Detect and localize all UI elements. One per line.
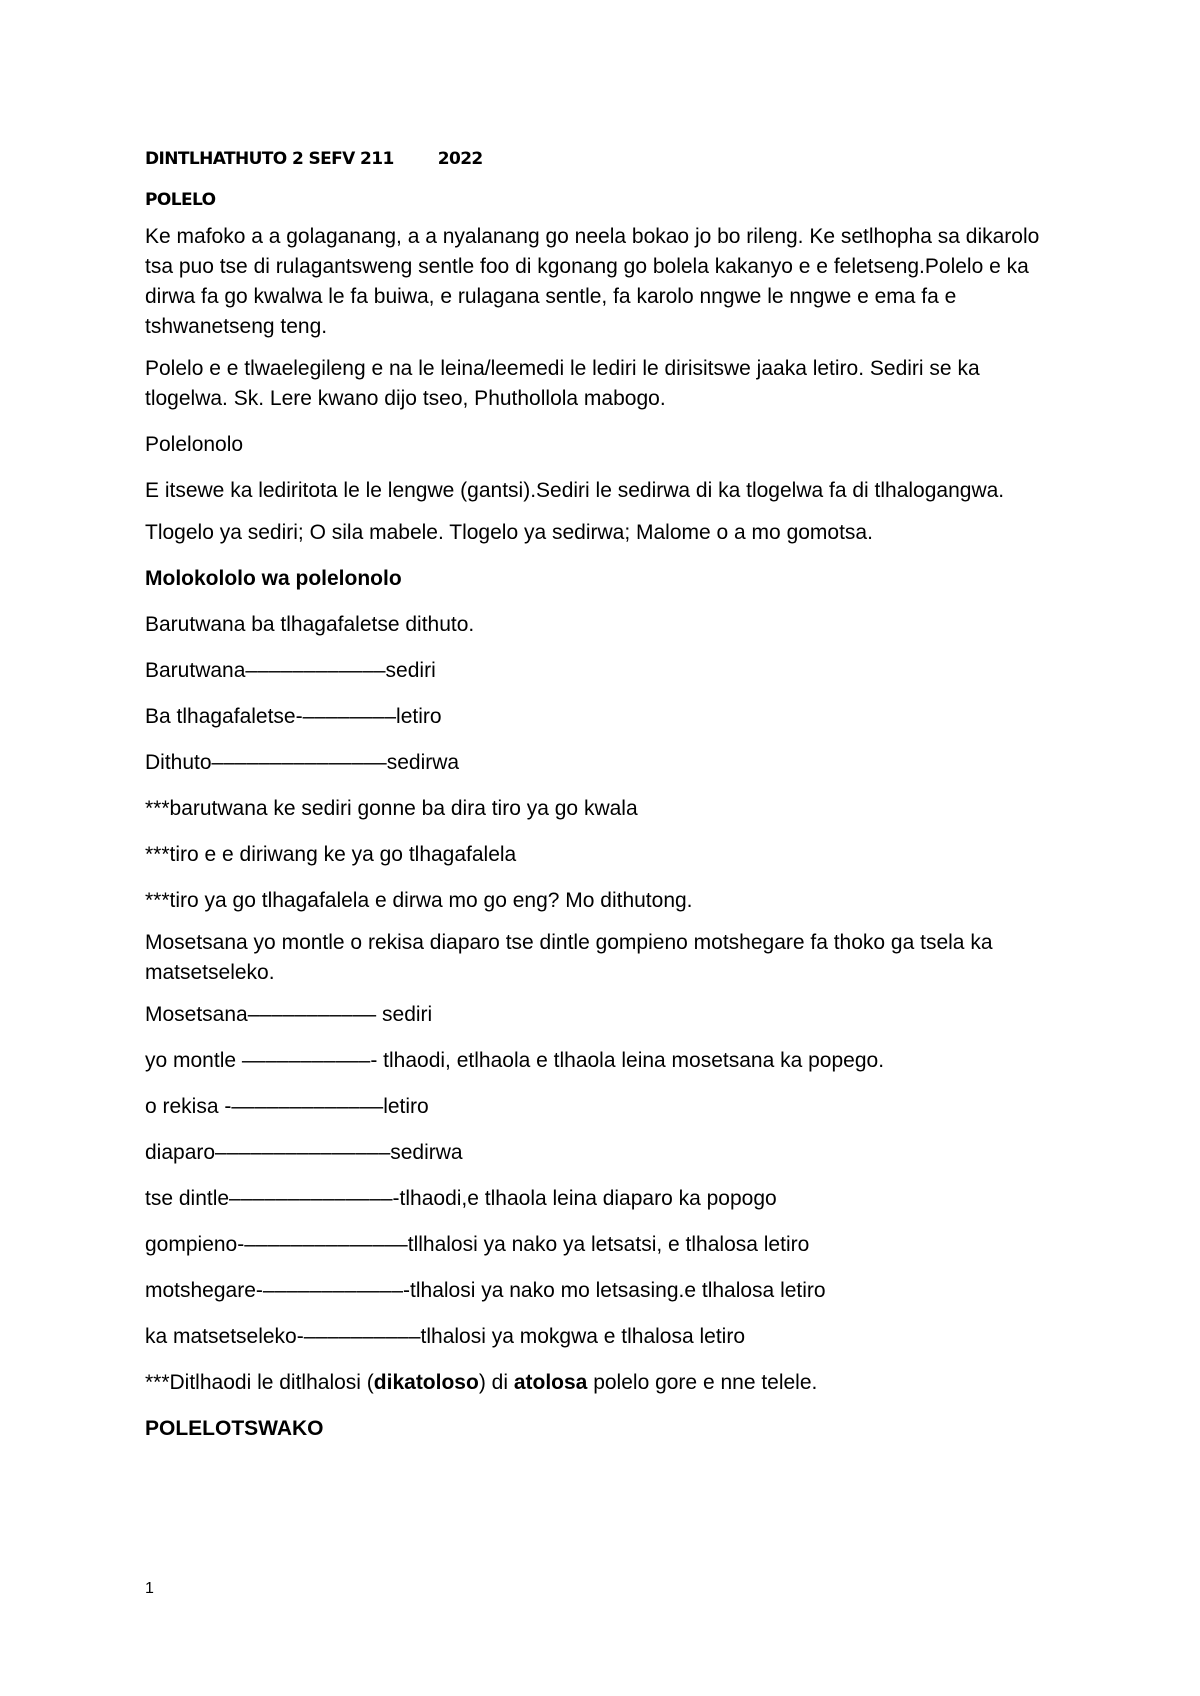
- subheading-molokololo: Molokololo wa polelonolo: [145, 567, 402, 590]
- page-number: 1: [145, 1580, 154, 1597]
- analysis-line: o rekisa -–––––––––––––letiro: [145, 1095, 429, 1118]
- analysis-line: Dithuto–––––––––––––––sedirwa: [145, 751, 460, 774]
- document-title: DINTLHATHUTO 2 SEFV 211: [145, 149, 394, 169]
- document-body: [145, 146, 1065, 1444]
- analysis-line: yo montle –––––––––––- tlhaodi, etlhaola e tlhaola leina mosetsana ka popego.: [145, 1049, 885, 1072]
- note-line: ***tiro e e diriwang ke ya go tlhagafalela: [145, 843, 517, 866]
- paragraph-definition: Ke mafoko a a golaganang, a a nyalanang go neela bokao jo bo rileng. Ke setlhopha sa dikarolo tsa puo tse di rulagantsweng sentle foo di kgonang go bolela kakanyo e e feletseng.Polelo e ka dirwa fa go kwalwa le fa buiwa, e rulagana sentle, fa karolo nngwe le nngwe e ema fa e tshwanetseng teng.: [145, 225, 1040, 338]
- section-heading-polelo: POLELO: [145, 190, 216, 210]
- term-atolosa: atolosa: [513, 1371, 588, 1394]
- analysis-line: gompieno-––––––––––––––tllhalosi ya nako ya letsatsi, e tlhalosa letiro: [145, 1233, 810, 1256]
- paragraph-omission-examples: Tlogelo ya sediri; O sila mabele. Tlogelo ya sedirwa; Malome o a mo gomotsa.: [145, 521, 873, 544]
- note-line: ***tiro ya go tlhagafalela e dirwa mo go eng? Mo dithutong.: [145, 889, 693, 912]
- note-extension-part: polelo gore e nne telele.: [587, 1371, 818, 1394]
- section-heading-polelotswako: POLELOTSWAKO: [145, 1417, 324, 1440]
- paragraph-polelonolo-definition: E itsewe ka lediritota le le lengwe (gantsi).Sediri le sedirwa di ka tlogelwa fa di tlhalogangwa.: [145, 479, 1005, 502]
- note-line: ***barutwana ke sediri gonne ba dira tiro ya go kwala: [145, 797, 638, 820]
- analysis-line: diaparo–––––––––––––––sedirwa: [145, 1141, 463, 1164]
- analysis-line: Ba tlhagafaletse-––––––––letiro: [145, 705, 442, 728]
- note-extension: [145, 1368, 1065, 1398]
- document-year: 2022: [437, 149, 483, 169]
- example-sentence-1: Barutwana ba tlhagafaletse dithuto.: [145, 613, 475, 636]
- note-extension-part: ***Ditlhaodi le ditlhalosi (: [145, 1371, 374, 1394]
- paragraph-common-sentence: Polelo e e tlwaelegileng e na le leina/leemedi le lediri le dirisitswe jaaka letiro. Sediri se ka tlogelwa. Sk. Lere kwano dijo tseo, Phuthollola mabogo.: [145, 357, 980, 410]
- analysis-line: ka matsetseleko-––––––––––tlhalosi ya mokgwa e tlhalosa letiro: [145, 1325, 746, 1348]
- analysis-line: Barutwana––––––––––––sediri: [145, 659, 436, 682]
- subheading-polelonolo: Polelonolo: [145, 433, 244, 456]
- analysis-line: tse dintle––––––––––––––-tlhaodi,e tlhaola leina diaparo ka popogo: [145, 1187, 777, 1210]
- example-sentence-2: Mosetsana yo montle o rekisa diaparo tse dintle gompieno motshegare fa thoko ga tsela ka matsetseleko.: [145, 931, 993, 984]
- analysis-line: Mosetsana––––––––––– sediri: [145, 1003, 433, 1026]
- note-extension-part: ) di: [478, 1371, 514, 1394]
- analysis-line: motshegare-––––––––––––-tlhalosi ya nako mo letsasing.e tlhalosa letiro: [145, 1279, 826, 1302]
- document-title-line: [145, 146, 1065, 172]
- term-dikatoloso: dikatoloso: [373, 1371, 479, 1394]
